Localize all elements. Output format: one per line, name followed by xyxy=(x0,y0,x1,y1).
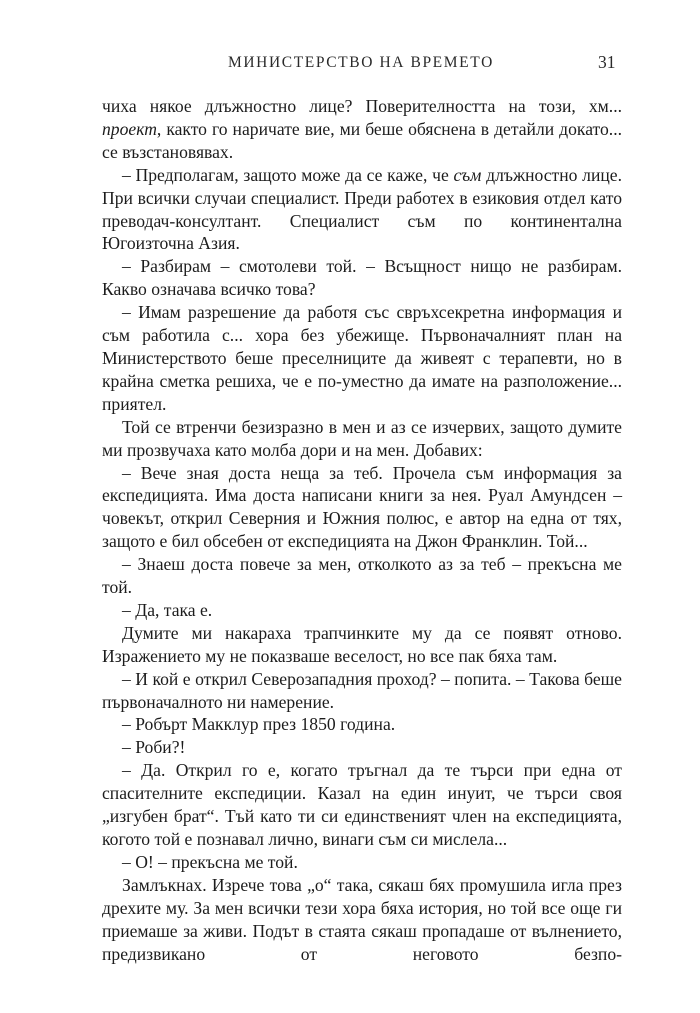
page-number: 31 xyxy=(598,52,616,72)
paragraph: Замлъкнах. Изрече това „о“ така, сякаш бях промушила игла през дрехите му. За мен всички тези хора бяха история, но той все още ги приемаше за живи. Подът в стаята сякаш пропадаше от вълнението, предизвикано от неговото безпо- xyxy=(102,874,622,964)
body-text xyxy=(102,95,622,965)
text-run: – Предполагам, защото може да се каже, че xyxy=(122,164,454,185)
paragraph: Думите ми накараха трапчинките му да се появят отново. Изражението му не показваше веселост, но все пак бяха там. xyxy=(102,622,622,666)
paragraph: – Имам разрешение да работя със свръхсекретна информация и съм работила с... хора без убежище. Първоначалният план на Министерството беше преселниците да живеят с терапевти, но в крайна сметка решиха, че е по-уместно да имате на разположение... приятел. xyxy=(102,302,622,414)
paragraph xyxy=(102,164,622,256)
paragraph: – Роби?! xyxy=(122,737,186,758)
paragraph: – Да, така е. xyxy=(122,599,213,620)
paragraph: – Разбирам – смотолеви той. – Всъщност нищо не разбирам. Какво означава всичко това? xyxy=(102,256,622,300)
paragraph: – О! – прекъсна ме той. xyxy=(122,851,298,872)
text-run: длъжностно лице. При всички случаи специалист. Преди работех в езиковия отдел като преводач-консултант. Специалист съм по континентална Югоизточна Азия. xyxy=(102,164,622,254)
paragraph: – Робърт Макклур през 1850 година. xyxy=(122,714,396,735)
paragraph: – Знаеш доста повече за мен, отколкото аз за теб – прекъсна ме той. xyxy=(102,554,622,598)
text-run: , както го наричате вие, ми беше обяснена в детайли докато... се възстановявах. xyxy=(102,118,622,162)
paragraph: Той се втренчи безизразно в мен и аз се изчервих, защото думите ми прозвучаха като молба дори и на мен. Добавих: xyxy=(102,416,622,460)
italic-text-run: проект xyxy=(102,118,157,139)
paragraph xyxy=(102,95,622,164)
paragraph: – И кой е открил Северозападния проход? – попита. – Такова беше първоначалното ни намерение. xyxy=(102,668,622,712)
paragraph: – Вече зная доста неща за теб. Прочела съм информация за експедицията. Има доста написани книги за нея. Руал Амундсен – човекът, открил Северния и Южния полюс, е автор на една от тях, защото е бил обсебен от експедицията на Джон Франклин. Той... xyxy=(102,462,622,552)
italic-text-run: съм xyxy=(453,164,482,185)
paragraph: – Да. Открил го е, когато тръгнал да те търси при една от спасителните експедиции. Казал на един инуит, че търси своя „изгубен брат“. Тъй като ти си единственият член на експедицията, когото той е познавал лично, винаги съм си мислела... xyxy=(102,760,622,849)
running-head-title: МИНИСТЕРСТВО НА ВРЕМЕТО xyxy=(228,54,494,71)
text-run: чиха някое длъжностно лице? Поверителността на този, хм... xyxy=(102,96,622,116)
